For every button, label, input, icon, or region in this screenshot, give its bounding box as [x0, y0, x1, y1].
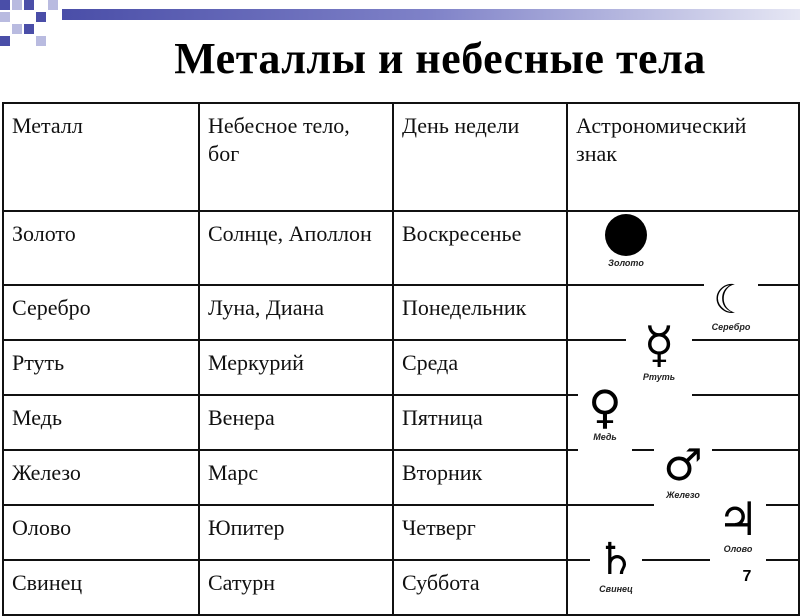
symbol-card-copper	[578, 380, 632, 456]
symbol-caption: Ртуть	[642, 372, 676, 382]
table-cell: Пятница	[393, 395, 567, 450]
symbol-card-tin	[710, 492, 766, 562]
saturn-icon: ♄	[596, 534, 636, 585]
table-cell: Меркурий	[199, 340, 393, 395]
table-cell: Суббота	[393, 560, 567, 615]
sun-disc-icon	[605, 214, 647, 256]
symbol-caption: Золото	[608, 258, 644, 268]
table-cell: Железо	[3, 450, 199, 505]
symbol-card-mercury	[626, 316, 692, 396]
table-cell: Медь	[3, 395, 199, 450]
table-cell: Вторник	[393, 450, 567, 505]
header-cell: Небесное тело, бог	[199, 103, 393, 211]
table-cell: Четверг	[393, 505, 567, 560]
table-cell: Солнце, Аполлон	[199, 211, 393, 285]
table-cell: Понедельник	[393, 285, 567, 340]
table-cell: Олово	[3, 505, 199, 560]
header-cell: Металл	[3, 103, 199, 211]
deco-square	[0, 0, 10, 10]
table-cell: Ртуть	[3, 340, 199, 395]
deco-square	[12, 0, 22, 10]
page-number: 7	[742, 568, 752, 585]
symbol-caption: Свинец	[599, 584, 633, 594]
astronomical-symbols	[564, 208, 800, 600]
deco-square	[36, 12, 46, 22]
page-title: Металлы и небесные тела	[174, 34, 706, 83]
table-cell: Луна, Диана	[199, 285, 393, 340]
symbol-card-gold	[594, 214, 658, 270]
symbol-card-lead	[590, 534, 642, 600]
symbol-caption: Медь	[593, 432, 617, 442]
header-cell: Астрономический знак	[567, 103, 799, 211]
symbol-card-silver	[704, 277, 758, 336]
table-cell: Золото	[3, 211, 199, 285]
table-cell: Воскресенье	[393, 211, 567, 285]
symbol-caption: Серебро	[711, 322, 751, 332]
jupiter-icon: ♃	[717, 492, 759, 546]
table-cell: Юпитер	[199, 505, 393, 560]
venus-icon: ♀	[588, 380, 622, 434]
symbol-caption: Олово	[723, 544, 753, 554]
mercury-icon: ☿	[643, 316, 675, 374]
table-cell: Сатурн	[199, 560, 393, 615]
mars-icon: ♂	[663, 440, 703, 491]
deco-square	[0, 12, 10, 22]
table-cell: Свинец	[3, 560, 199, 615]
accent-bar	[62, 9, 800, 20]
deco-square	[24, 0, 34, 10]
symbol-card-iron	[654, 440, 712, 508]
header-cell: День недели	[393, 103, 567, 211]
table-cell: Среда	[393, 340, 567, 395]
table-cell: Венера	[199, 395, 393, 450]
symbol-caption: Железо	[666, 490, 700, 500]
table-cell: Серебро	[3, 285, 199, 340]
table-cell: Марс	[199, 450, 393, 505]
table-header-row	[3, 103, 799, 211]
deco-square	[48, 0, 58, 10]
moon-icon: ☾	[713, 277, 749, 323]
